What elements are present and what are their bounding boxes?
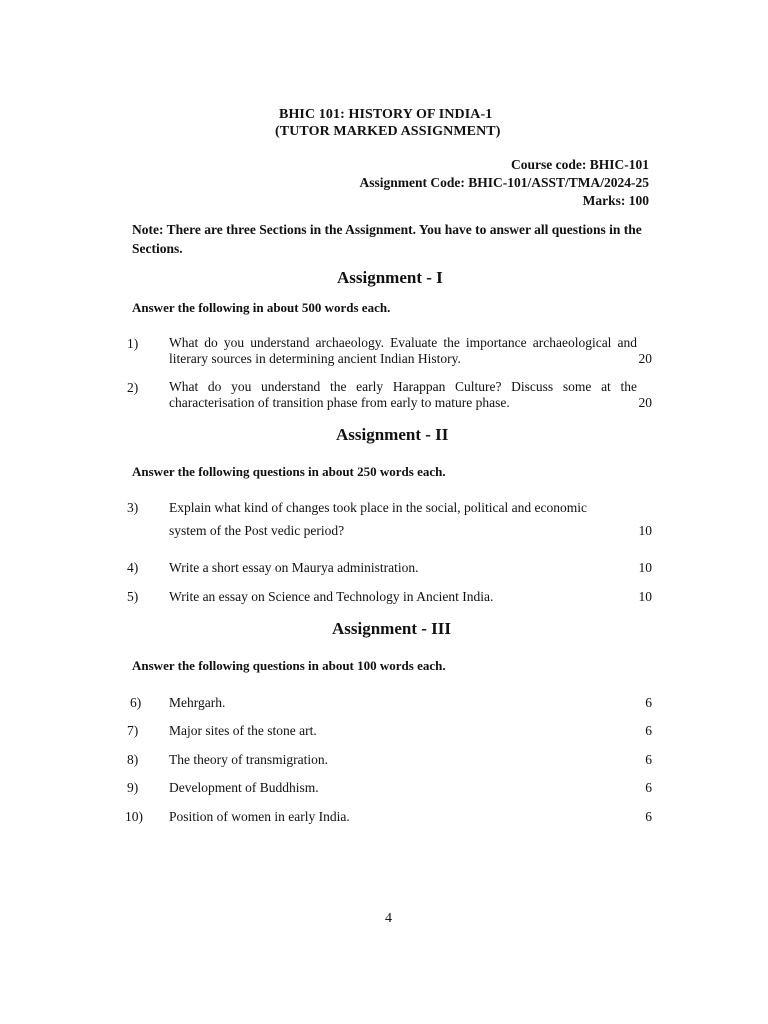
question-marks: 20 — [638, 351, 652, 366]
question-number: 5) — [127, 589, 139, 604]
question-number: 6) — [130, 695, 142, 710]
question-text: Explain what kind of changes took place in the social, political and economic — [169, 500, 587, 515]
document-subtitle: (TUTOR MARKED ASSIGNMENT) — [275, 124, 501, 139]
question-marks: 10 — [638, 523, 652, 538]
question-number: 2) — [127, 380, 139, 395]
section-instruction: Answer the following in about 500 words each. — [132, 300, 391, 315]
question-text: The theory of transmigration. — [169, 752, 328, 767]
question-marks: 6 — [645, 780, 652, 795]
section-heading: Assignment - II — [336, 425, 449, 444]
question-text: What do you understand the early Harappan Culture? Discuss some at the characterisation of transition phase from early to mature phase. — [169, 379, 637, 410]
question-number: 4) — [127, 560, 139, 575]
question-marks: 10 — [638, 560, 652, 575]
question-number: 7) — [127, 723, 139, 738]
question-number: 1) — [127, 336, 139, 351]
section-instruction: Answer the following questions in about 250 words each. — [132, 464, 446, 479]
question-text: Write a short essay on Maurya administration. — [169, 560, 419, 575]
question-number: 9) — [127, 780, 139, 795]
question-marks: 6 — [645, 752, 652, 767]
question-text: Major sites of the stone art. — [169, 723, 317, 738]
section-heading: Assignment - III — [332, 619, 452, 638]
assignment-code: Assignment Code: BHIC-101/ASST/TMA/2024-25 — [359, 175, 649, 190]
course-code: Course code: BHIC-101 — [511, 157, 649, 172]
question-marks: 6 — [645, 723, 652, 738]
section-instruction: Answer the following questions in about 100 words each. — [132, 658, 446, 673]
document-title: BHIC 101: HISTORY OF INDIA-1 — [279, 107, 493, 122]
question-marks: 10 — [638, 589, 652, 604]
question-text: Position of women in early India. — [169, 809, 350, 824]
question-marks: 20 — [638, 395, 652, 410]
question-marks: 6 — [645, 809, 652, 824]
question-text: Mehrgarh. — [169, 695, 226, 710]
assignment-note: Note: There are three Sections in the Assignment. You have to answer all questions in the Sections. — [132, 222, 642, 256]
question-number: 8) — [127, 752, 139, 767]
total-marks: Marks: 100 — [582, 193, 649, 208]
question-text: What do you understand archaeology. Evaluate the importance archaeological and literary sources in determining ancient Indian History. — [169, 335, 637, 366]
question-number: 3) — [127, 500, 139, 515]
question-number: 10) — [125, 809, 143, 824]
question-marks: 6 — [645, 695, 652, 710]
section-heading: Assignment - I — [337, 268, 443, 287]
question-text: Development of Buddhism. — [169, 780, 319, 795]
question-text: Write an essay on Science and Technology in Ancient India. — [169, 589, 494, 604]
page-number: 4 — [385, 911, 392, 926]
question-text: system of the Post vedic period? — [169, 523, 345, 538]
